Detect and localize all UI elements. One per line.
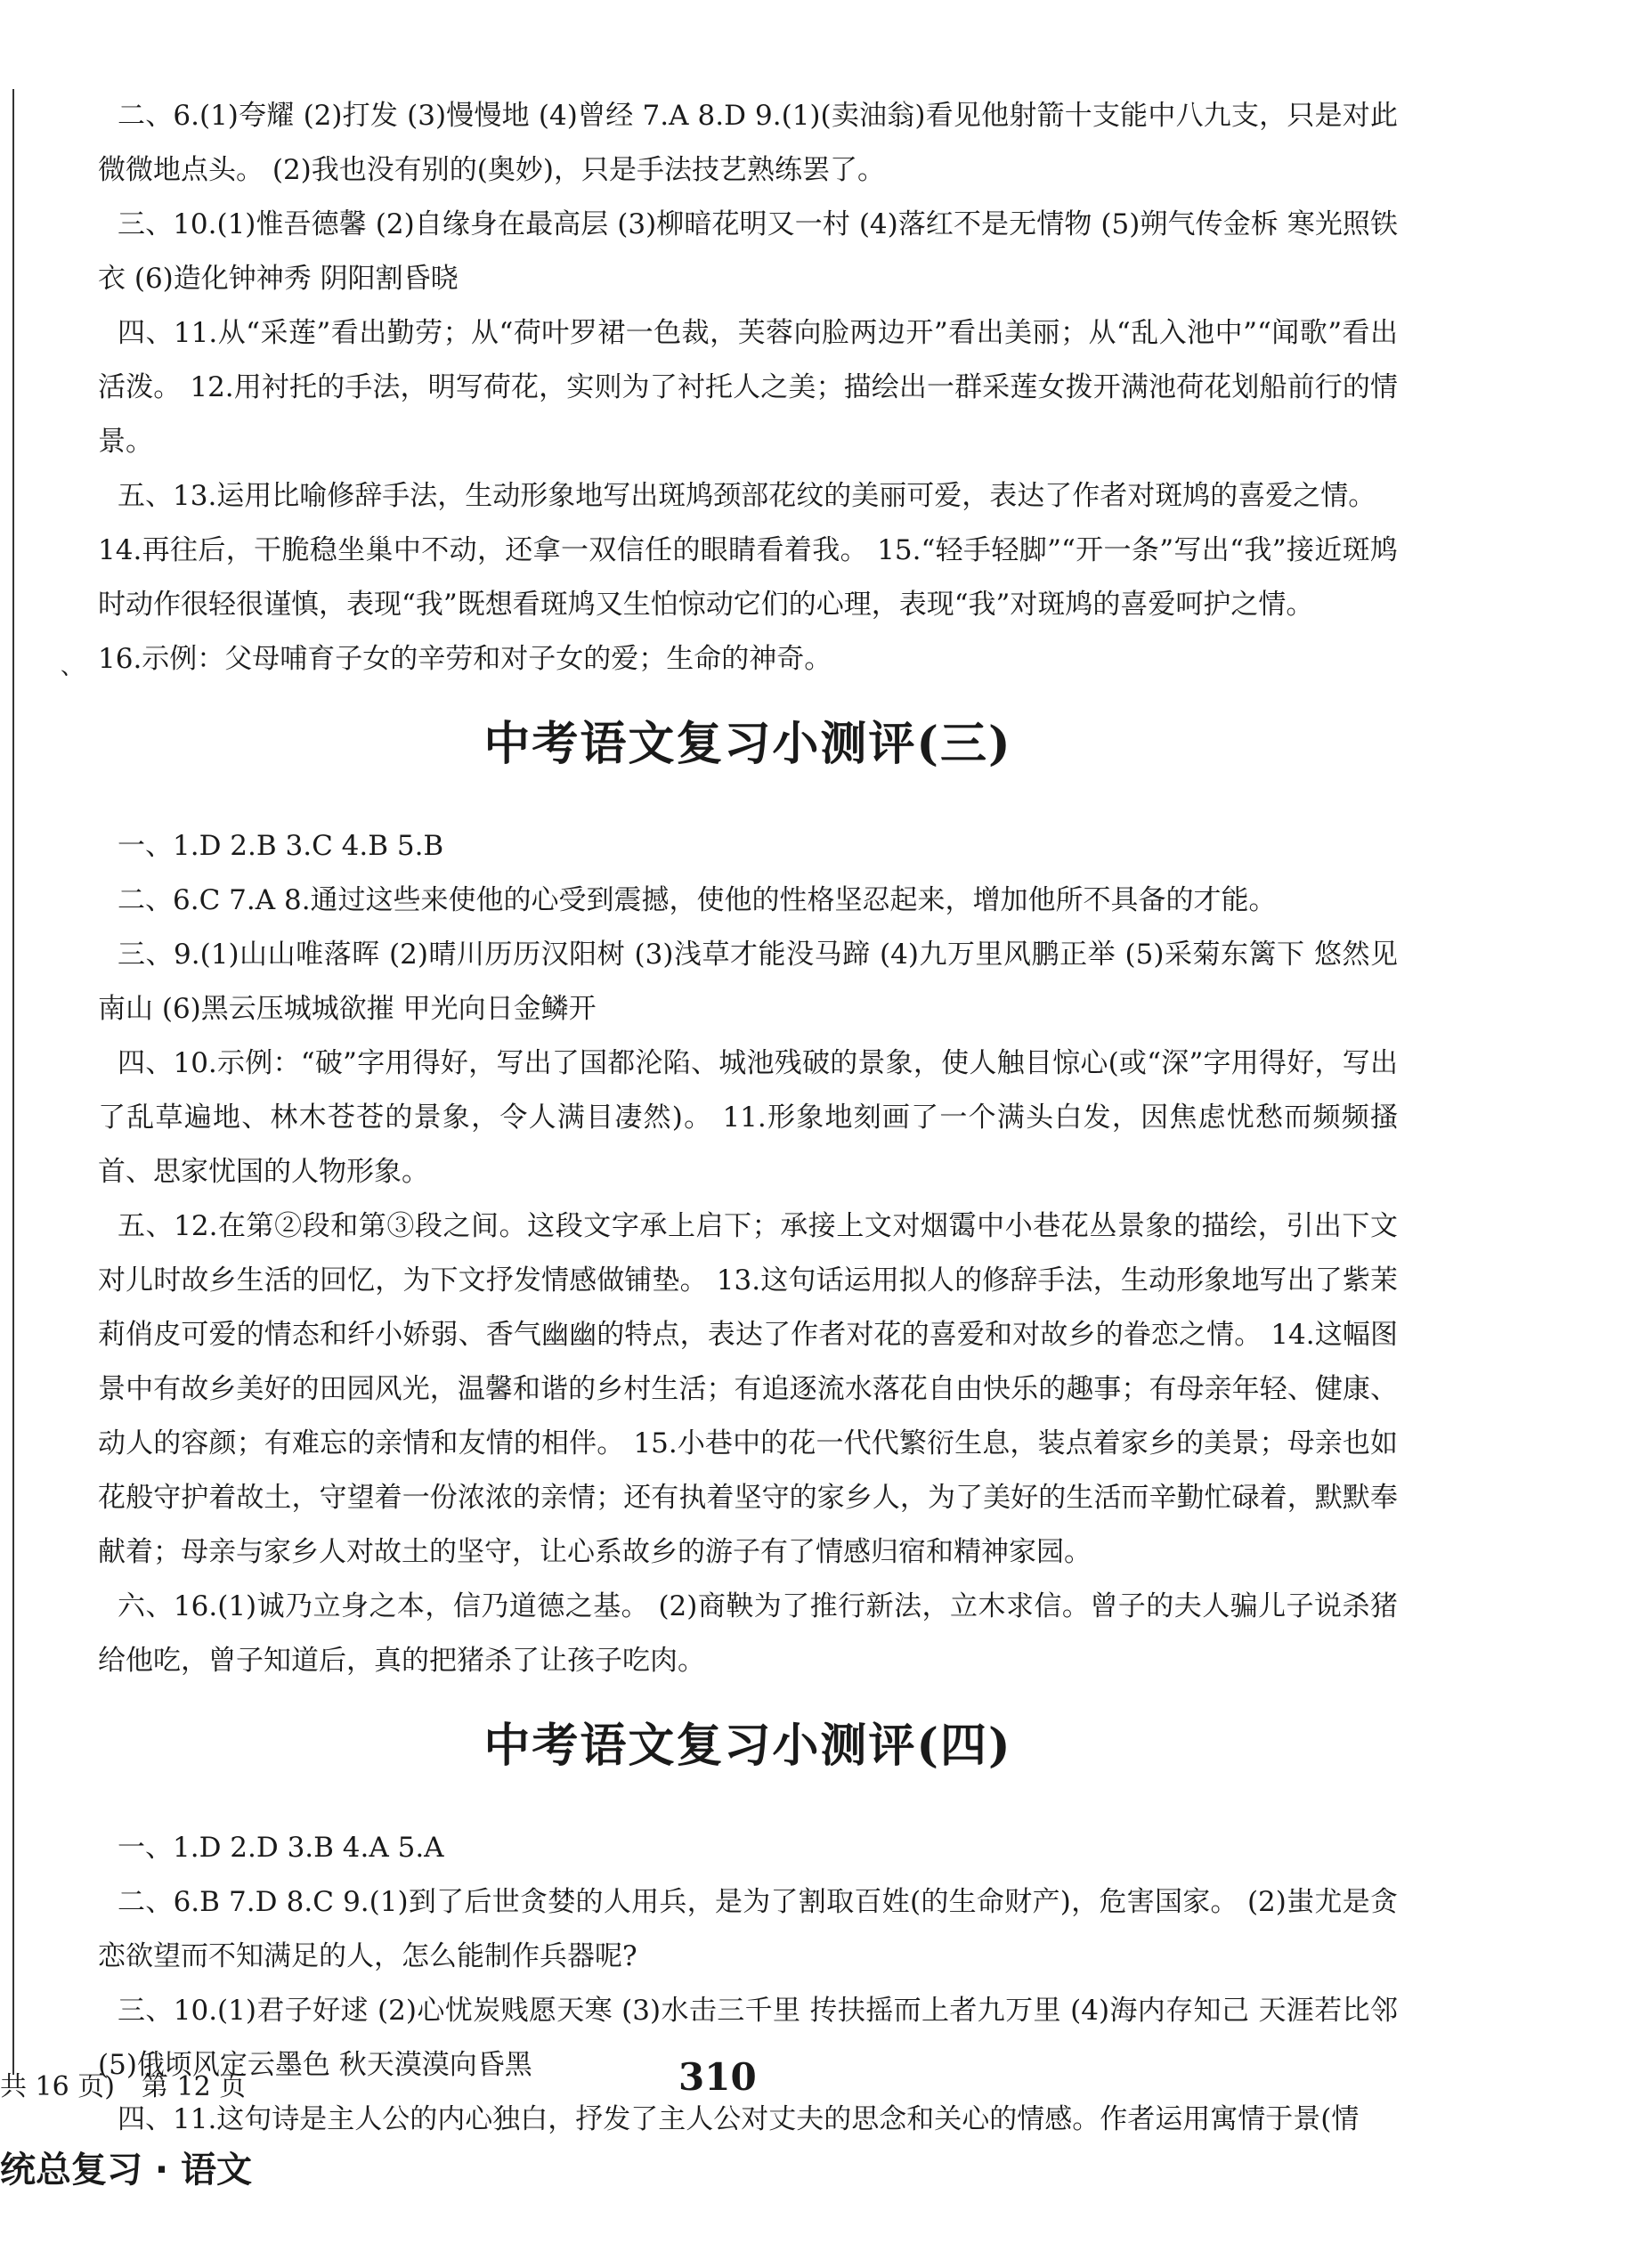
test4-part-1: 一、1.D 2.D 3.B 4.A 5.A	[118, 1832, 444, 1864]
test3-part-4: 四、10.示例：“破”字用得好，写出了国都沦陷、城池残破的景象，使人触目惊心(或“深”字用得好，写出了乱草遍地、林木苍苍的景象，令人满目凄然)。 11.形象地刻画了一个满头白发，因焦虑忧愁而频频搔首、思家忧国的人物形象。	[98, 1047, 1398, 1188]
test4-part-3: 三、10.(1)君子好逑 (2)心忧炭贱愿天寒 (3)水击三千里 抟扶摇而上者九万里 (4)海内存知己 天涯若比邻 (5)俄顷风定云墨色 秋天漠漠向昏黑	[98, 1995, 1398, 2081]
answer-section-4: 四、11.从“采莲”看出勤劳；从“荷叶罗裙一色裁，芙蓉向脸两边开”看出美丽；从“乱入池中”“闻歌”看出活泼。 12.用衬托的手法，明写荷花，实则为了衬托人之美；描绘出一群采莲女拨开满池荷花划船前行的情景。	[98, 317, 1398, 458]
book-title-footer: 统总复习 · 语文	[0, 2150, 253, 2191]
answer-section-5: 五、13.运用比喻修辞手法，生动形象地写出斑鸠颈部花纹的美丽可爱，表达了作者对斑鸠的喜爱之情。	[118, 480, 1376, 512]
page-number: 310	[678, 2055, 757, 2099]
test3-part-6: 六、16.(1)诚乃立身之本，信乃道德之基。 (2)商鞅为了推行新法，立木求信。曾子的夫人骗儿子说杀猪给他吃，曾子知道后，真的把猪杀了让孩子吃肉。	[98, 1590, 1398, 1677]
section-title-4: 中考语文复习小测评(四)	[483, 1719, 1012, 1773]
test3-part-3: 三、9.(1)山山唯落晖 (2)晴川历历汉阳树 (3)浅草才能没马蹄 (4)九万里风鹏正举 (5)采菊东篱下 悠然见南山 (6)黑云压城城欲摧 甲光向日金鳞开	[98, 939, 1398, 1025]
binding-edge-line	[12, 89, 14, 2075]
test3-part-1: 一、1.D 2.B 3.C 4.B 5.B	[118, 830, 444, 862]
answer-key-content	[98, 89, 1398, 2147]
answer-section-2: 二、6.(1)夸耀 (2)打发 (3)慢慢地 (4)曾经 7.A 8.D 9.(1)(卖油翁)看见他射箭十支能中八九支，只是对此微微地点头。 (2)我也没有别的(奥妙)，只是手法技艺熟练罢了。	[98, 100, 1398, 186]
page-count-footer: 共 16 页) 第 12 页	[0, 2071, 247, 2102]
test4-part-4: 四、11.这句诗是主人公的内心独白，抒发了主人公对丈夫的思念和关心的情感。作者运用寓情于景(情	[118, 2103, 1360, 2135]
answer-16: 16.示例：父母哺育子女的辛劳和对子女的爱；生命的神奇。	[98, 643, 832, 675]
test3-part-2: 二、6.C 7.A 8.通过这些来使他的心受到震撼，使他的性格坚忍起来，增加他所不具备的才能。	[118, 884, 1277, 916]
answer-14-15: 14.再往后，干脆稳坐巢中不动，还拿一双信任的眼睛看着我。 15.“轻手轻脚”“开一条”写出“我”接近斑鸠时动作很轻很谨慎，表现“我”既想看斑鸠又生怕惊动它们的心理，表现“我”对斑鸠的喜爱呵护之情。	[98, 534, 1398, 621]
answer-section-3: 三、10.(1)惟吾德馨 (2)自缘身在最高层 (3)柳暗花明又一村 (4)落红不是无情物 (5)朔气传金柝 寒光照铁衣 (6)造化钟神秀 阴阳割昏晓	[98, 208, 1398, 295]
section-title-3: 中考语文复习小测评(三)	[483, 717, 1012, 771]
test4-part-2: 二、6.B 7.D 8.C 9.(1)到了后世贪婪的人用兵，是为了割取百姓(的生命财产)，危害国家。 (2)蚩尤是贪恋欲望而不知满足的人，怎么能制作兵器呢?	[98, 1886, 1398, 1972]
test3-part-5: 五、12.在第②段和第③段之间。这段文字承上启下；承接上文对烟霭中小巷花丛景象的描绘，引出下文对儿时故乡生活的回忆，为下文抒发情感做铺垫。 13.这句话运用拟人的修辞手法，生动形象地写出了紫茉莉俏皮可爱的情态和纤小娇弱、香气幽幽的特点，表达了作者对花的喜爱和对故乡的眷恋之情。 14.这幅图景中有故乡美好的田园风光，温馨和谐的乡村生活；有追逐流水落花自由快乐的趣事；有母亲年轻、健康、动人的容颜；有难忘的亲情和友情的相伴。 15.小巷中的花一代代繁衍生息，装点着家乡的美景；母亲也如花般守护着故土，守望着一份浓浓的亲情；还有执着坚守的家乡人，为了美好的生活而辛勤忙碌着，默默奉献着；母亲与家乡人对故土的坚守，让心系故乡的游子有了情感归宿和精神家园。	[98, 1210, 1398, 1568]
stray-mark: 、	[61, 654, 85, 680]
